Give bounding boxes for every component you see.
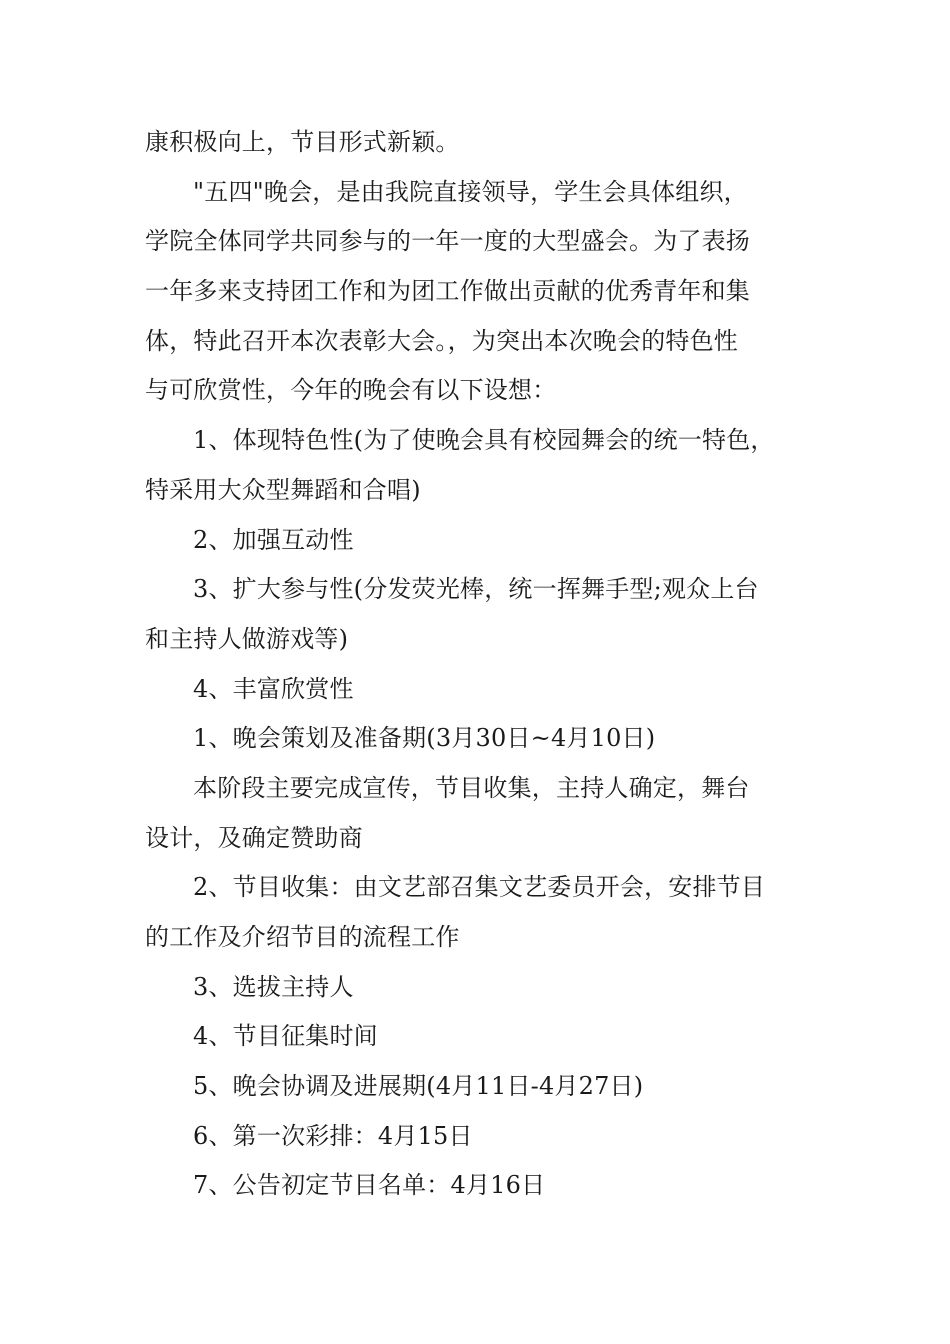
document-body xyxy=(145,118,825,1211)
text-line: 2、节目收集：由文艺部召集文艺委员开会，安排节目 xyxy=(193,873,766,902)
text-line: 和主持人做游戏等) xyxy=(145,624,349,653)
text-line: 一年多来支持团工作和为团工作做出贡献的优秀青年和集 xyxy=(145,277,750,306)
text-line: 学院全体同学共同参与的一年一度的大型盛会。为了表扬 xyxy=(145,227,750,256)
text-line: 与可欣赏性，今年的晚会有以下设想： xyxy=(145,376,557,405)
text-line: 1、晚会策划及准备期(3月30日~4月10日) xyxy=(193,724,656,753)
text-line: 3、扩大参与性(分发荧光棒，统一挥舞手型;观众上台 xyxy=(193,575,759,604)
text-line: 4、丰富欣赏性 xyxy=(193,674,354,703)
text-line: 的工作及介绍节目的流程工作 xyxy=(145,923,460,951)
text-line: 6、第一次彩排：4月15日 xyxy=(193,1121,473,1150)
text-line: 2、加强互动性 xyxy=(193,525,354,554)
text-line: 本阶段主要完成宣传，节目收集，主持人确定，舞台 xyxy=(193,773,750,802)
text-line: 1、体现特色性(为了使晚会具有校园舞会的统一特色， xyxy=(193,426,775,455)
text-line: 体，特此召开本次表彰大会。，为突出本次晚会的特色性 xyxy=(145,326,738,355)
text-line: 7、公告初定节目名单：4月16日 xyxy=(193,1171,546,1200)
text-line: 5、晚会协调及进展期(4月11日-4月27日) xyxy=(193,1072,644,1101)
text-line: 3、选拔主持人 xyxy=(193,972,354,1001)
text-line: 特采用大众型舞蹈和合唱) xyxy=(145,475,421,504)
text-line: 4、节目征集时间 xyxy=(193,1022,378,1051)
text-line: "五四"晚会，是由我院直接领导，学生会具体组织， xyxy=(193,177,748,206)
text-line: 康积极向上，节目形式新颖。 xyxy=(145,128,460,156)
text-line: 设计，及确定赞助商 xyxy=(145,823,363,852)
